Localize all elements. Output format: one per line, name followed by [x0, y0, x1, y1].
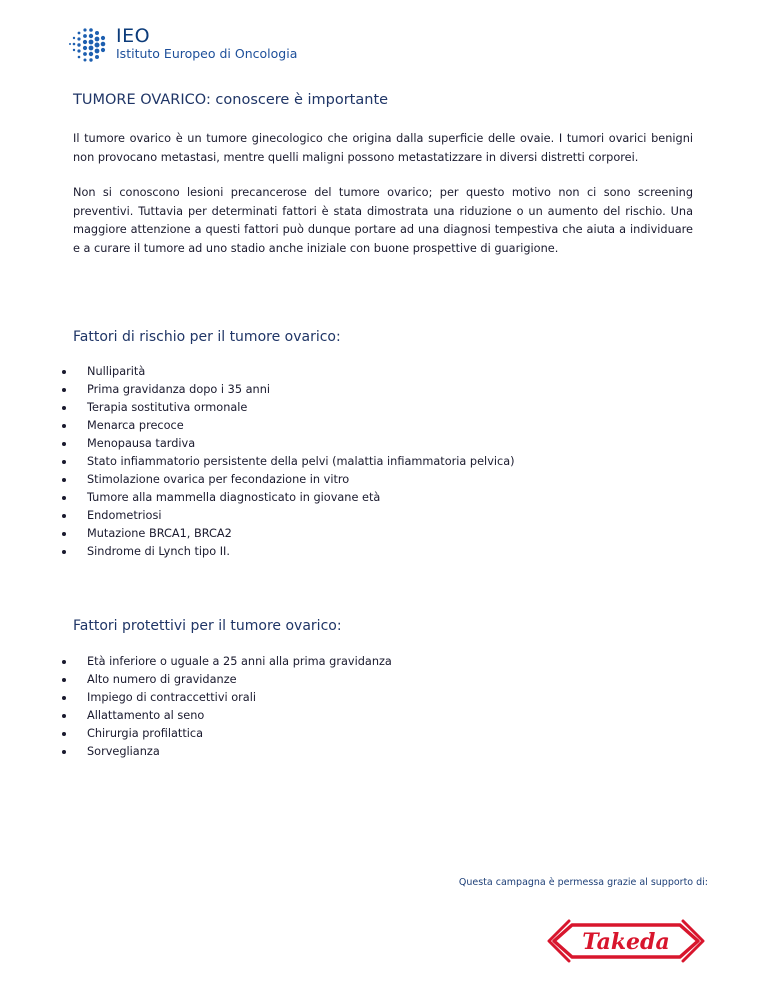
list-item: Prima gravidanza dopo i 35 anni — [0, 381, 700, 399]
list-item: Sorveglianza — [0, 743, 700, 761]
list-item: Terapia sostitutiva ormonale — [0, 399, 700, 417]
protective-factors-heading: Fattori protettivi per il tumore ovarico: — [73, 618, 342, 634]
list-item: Nulliparità — [0, 363, 700, 381]
protective-factors-list — [0, 653, 700, 761]
list-item: Endometriosi — [0, 507, 700, 525]
list-item: Menarca precoce — [0, 417, 700, 435]
intro-paragraph: Il tumore ovarico è un tumore ginecologico che origina dalla superficie delle ovaie. I tumori ovarici benigni non provocano metastasi, mentre quelli maligni possono metastatizzare in diversi distretti corporei. — [73, 132, 693, 164]
list-item: Chirurgia profilattica — [0, 725, 700, 743]
logo-abbreviation: IEO — [116, 25, 151, 48]
list-item: Impiego di contraccettivi orali — [0, 689, 700, 707]
list-item: Allattamento al seno — [0, 707, 700, 725]
list-item: Sindrome di Lynch tipo II. — [0, 543, 700, 561]
list-item: Menopausa tardiva — [0, 435, 700, 453]
article-intro — [73, 92, 693, 275]
sponsor-note: Questa campagna è permessa grazie al supporto di: — [458, 877, 708, 888]
list-item: Età inferiore o uguale a 25 anni alla prima gravidanza — [0, 653, 700, 671]
list-item: Alto numero di gravidanze — [0, 671, 700, 689]
risk-factors-list — [0, 363, 700, 561]
takeda-logo — [546, 911, 706, 975]
takeda-logo-text: Takeda — [582, 929, 670, 955]
ieo-logo — [66, 24, 297, 64]
list-item: Stato infiammatorio persistente della pelvi (malattia infiammatoria pelvica) — [0, 453, 700, 471]
list-item: Stimolazione ovarica per fecondazione in vitro — [0, 471, 700, 489]
page-title: TUMORE OVARICO: conoscere è importante — [73, 92, 389, 108]
list-item: Mutazione BRCA1, BRCA2 — [0, 525, 700, 543]
intro-paragraph: Non si conoscono lesioni precancerose del tumore ovarico; per questo motivo non ci sono screening preventivi. Tuttavia per determinati fattori è stata dimostrata una riduzione o un aumento del rischio. Una maggiore attenzione a questi fattori può dunque portare ad una diagnosi tempestiva che aiuta a individuare e a curare il tumore ad uno stadio anche iniziale con buone prospettive di guarigione. — [73, 186, 693, 255]
list-item: Tumore alla mammella diagnosticato in giovane età — [0, 489, 700, 507]
ieo-dot-globe-icon — [66, 24, 110, 64]
logo-full-name: Istituto Europeo di Oncologia — [116, 46, 298, 62]
risk-factors-heading: Fattori di rischio per il tumore ovarico: — [73, 329, 341, 345]
